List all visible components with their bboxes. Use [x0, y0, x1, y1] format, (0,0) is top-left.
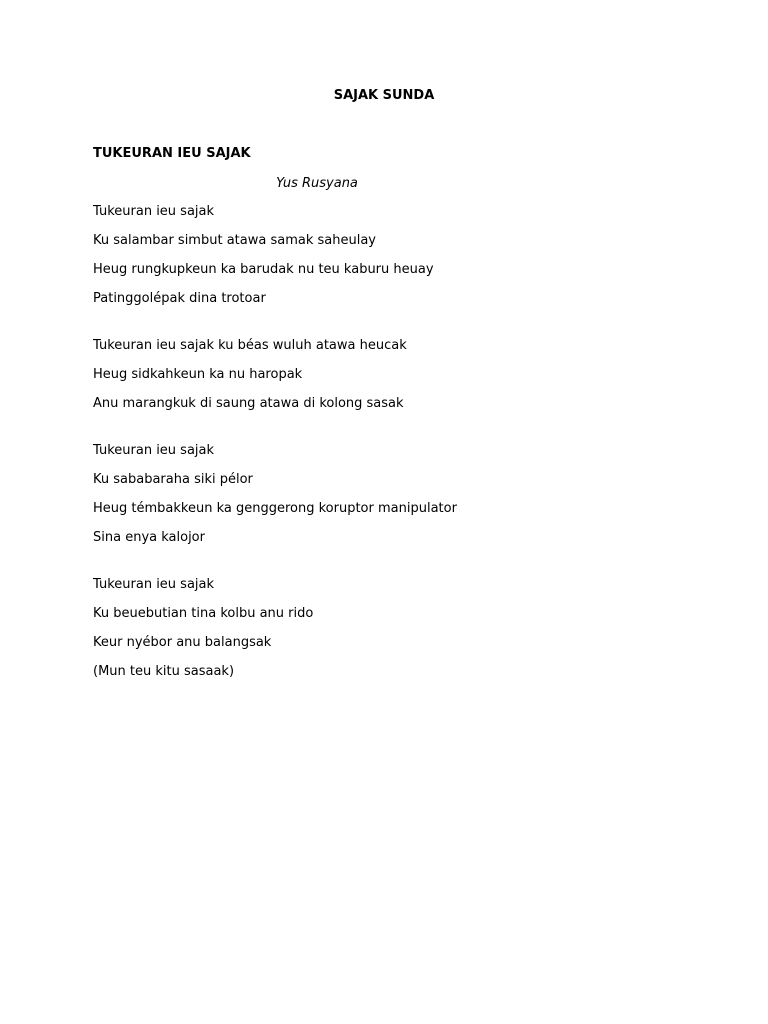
poem-line: Tukeuran ieu sajak [93, 577, 215, 592]
stanza-4 [93, 576, 693, 681]
stanza-2 [93, 337, 693, 413]
poem-line: Heug sidkahkeun ka nu haropak [93, 367, 303, 382]
poem-line: Tukeuran ieu sajak [93, 204, 215, 219]
poem-line: (Mun teu kitu sasaak) [93, 664, 235, 679]
document-title: SAJAK SUNDA [333, 88, 435, 103]
poem-line: Ku salambar simbut atawa samak saheulay [93, 233, 376, 248]
poem-line: Tukeuran ieu sajak [93, 443, 215, 458]
poem-line: Anu marangkuk di saung atawa di kolong sasak [93, 396, 404, 411]
poem-line: Keur nyébor anu balangsak [93, 635, 272, 650]
poem-body [93, 203, 693, 710]
stanza-1 [93, 203, 693, 308]
poem-title: TUKEURAN IEU SAJAK [93, 146, 251, 161]
stanza-3 [93, 442, 693, 547]
poem-line: Tukeuran ieu sajak ku béas wuluh atawa heucak [93, 338, 407, 353]
poem-line: Patinggolépak dina trotoar [93, 291, 266, 306]
poem-author: Yus Rusyana [276, 176, 358, 191]
poem-line: Ku beuebutian tina kolbu anu rido [93, 606, 314, 621]
poem-line: Heug témbakkeun ka genggerong koruptor manipulator [93, 501, 457, 516]
poem-line: Heug rungkupkeun ka barudak nu teu kaburu heuay [93, 262, 434, 277]
poem-line: Ku sababaraha siki pélor [93, 472, 253, 487]
poem-line: Sina enya kalojor [93, 530, 205, 545]
